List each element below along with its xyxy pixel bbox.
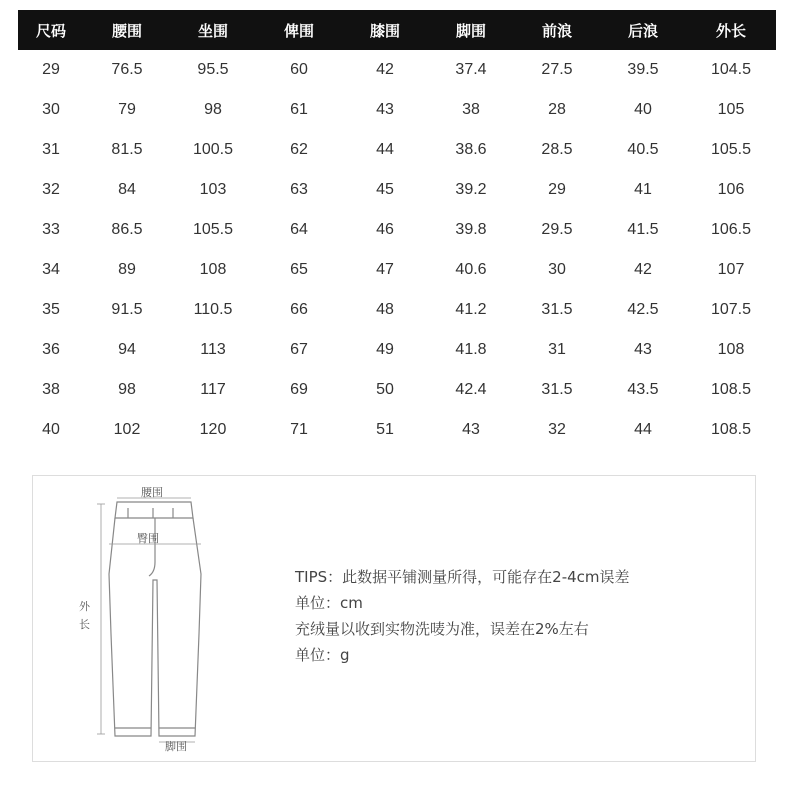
table-cell: 38 (462, 101, 480, 118)
table-cell: 94 (118, 341, 136, 358)
length-label-bottom: 长 (79, 618, 90, 631)
table-cell: 105.5 (192, 221, 234, 238)
table-cell: 86.5 (111, 221, 143, 238)
table-cell: 38.6 (455, 141, 487, 158)
table-cell: 108 (199, 261, 227, 278)
table-cell: 46 (376, 221, 394, 238)
table-row (18, 330, 776, 370)
table-cell: 31 (548, 341, 566, 358)
header-cell: 腰围 (111, 21, 142, 40)
table-cell: 89 (118, 261, 136, 278)
header-cell: 前浪 (541, 21, 572, 40)
table-cell: 117 (200, 381, 226, 398)
table-cell: 100.5 (192, 141, 234, 158)
size-table (18, 10, 776, 450)
table-cell: 107.5 (710, 301, 752, 318)
header-cell: 尺码 (35, 21, 66, 40)
table-cell: 98 (118, 381, 136, 398)
pants-outline-icon (73, 484, 243, 756)
table-cell: 42.4 (455, 381, 487, 398)
table-cell: 103 (199, 181, 227, 198)
table-cell: 105 (717, 101, 745, 118)
table-cell: 31.5 (541, 301, 573, 318)
table-cell: 113 (200, 341, 226, 358)
table-cell: 33 (42, 221, 60, 238)
table-cell: 29 (548, 181, 566, 198)
table-cell: 108.5 (710, 421, 752, 438)
table-cell: 29.5 (541, 221, 573, 238)
table-cell: 91.5 (111, 301, 143, 318)
table-cell: 41 (634, 181, 652, 198)
length-label-top: 外 (79, 600, 90, 613)
tips-text (295, 564, 630, 668)
table-row (18, 90, 776, 130)
table-cell: 42 (634, 261, 652, 278)
table-cell: 42.5 (627, 301, 659, 318)
table-cell: 40.6 (455, 261, 487, 278)
table-cell: 40 (42, 421, 60, 438)
tips-line: 充绒量以收到实物洗唛为准，误差在2%左右 (295, 620, 589, 638)
table-cell: 43 (634, 341, 652, 358)
table-row (18, 130, 776, 170)
table-cell: 43.5 (627, 381, 659, 398)
table-cell: 50 (376, 381, 394, 398)
table-cell: 81.5 (111, 141, 143, 158)
table-cell: 38 (42, 381, 60, 398)
table-cell: 27.5 (541, 61, 573, 78)
hem-label: 脚围 (165, 740, 187, 753)
table-cell: 34 (42, 261, 60, 278)
table-cell: 41.2 (455, 301, 487, 318)
table-cell: 30 (42, 101, 60, 118)
table-cell: 47 (376, 261, 394, 278)
table-cell: 108.5 (710, 381, 752, 398)
table-cell: 39.8 (455, 221, 487, 238)
table-cell: 41.8 (455, 341, 487, 358)
waist-label: 腰围 (141, 486, 163, 499)
table-cell: 44 (634, 421, 652, 438)
table-cell: 60 (290, 61, 308, 78)
table-cell: 35 (42, 301, 60, 318)
header-cell: 后浪 (627, 21, 658, 40)
table-cell: 44 (376, 141, 394, 158)
tips-line: 单位：cm (295, 594, 363, 612)
table-cell: 62 (290, 141, 308, 158)
table-cell: 29 (42, 61, 60, 78)
header-cell: 外长 (715, 21, 746, 40)
table-cell: 84 (118, 181, 136, 198)
measurement-diagram (32, 475, 756, 762)
table-cell: 49 (376, 341, 394, 358)
table-cell: 108 (717, 341, 745, 358)
table-cell: 106 (717, 181, 745, 198)
table-row (18, 410, 776, 450)
table-cell: 61 (290, 101, 308, 118)
table-cell: 79 (118, 101, 136, 118)
table-cell: 43 (462, 421, 480, 438)
table-cell: 120 (199, 421, 227, 438)
table-cell: 106.5 (710, 221, 752, 238)
table-row (18, 370, 776, 410)
table-cell: 28 (548, 101, 566, 118)
table-row (18, 50, 776, 90)
table-cell: 64 (290, 221, 308, 238)
table-cell: 65 (290, 261, 308, 278)
header-cell: 脚围 (455, 21, 486, 40)
table-cell: 66 (290, 301, 308, 318)
table-cell: 63 (290, 181, 308, 198)
table-header (18, 10, 776, 50)
table-cell: 104.5 (710, 61, 752, 78)
table-row (18, 250, 776, 290)
header-cell: 俾围 (283, 21, 314, 40)
table-cell: 36 (42, 341, 60, 358)
table-cell: 69 (290, 381, 308, 398)
header-cell: 坐围 (197, 21, 228, 40)
table-cell: 31 (42, 141, 60, 158)
table-cell: 98 (204, 101, 222, 118)
header-cell: 膝围 (369, 21, 400, 40)
table-body (18, 50, 776, 450)
table-cell: 43 (376, 101, 394, 118)
table-cell: 28.5 (541, 141, 573, 158)
table-cell: 71 (290, 421, 308, 438)
table-cell: 110.5 (193, 301, 233, 318)
tips-line: 单位：g (295, 646, 350, 664)
table-cell: 32 (42, 181, 60, 198)
table-cell: 76.5 (111, 61, 143, 78)
table-cell: 31.5 (541, 381, 573, 398)
table-cell: 45 (376, 181, 394, 198)
table-cell: 48 (376, 301, 394, 318)
table-cell: 105.5 (710, 141, 752, 158)
table-row (18, 170, 776, 210)
table-cell: 39.2 (455, 181, 487, 198)
table-cell: 32 (548, 421, 566, 438)
table-cell: 42 (376, 61, 394, 78)
table-row (18, 210, 776, 250)
table-cell: 37.4 (455, 61, 487, 78)
table-cell: 107 (717, 261, 745, 278)
table-cell: 41.5 (627, 221, 659, 238)
table-cell: 30 (548, 261, 566, 278)
tips-line: TIPS：此数据平铺测量所得，可能存在2-4cm误差 (295, 568, 630, 586)
table-cell: 51 (376, 421, 394, 438)
table-cell: 40.5 (627, 141, 659, 158)
table-cell: 40 (634, 101, 652, 118)
table-cell: 102 (113, 421, 141, 438)
table-cell: 39.5 (627, 61, 659, 78)
table-row (18, 290, 776, 330)
table-cell: 67 (290, 341, 308, 358)
table-cell: 95.5 (197, 61, 229, 78)
hip-label: 臀围 (137, 532, 159, 545)
